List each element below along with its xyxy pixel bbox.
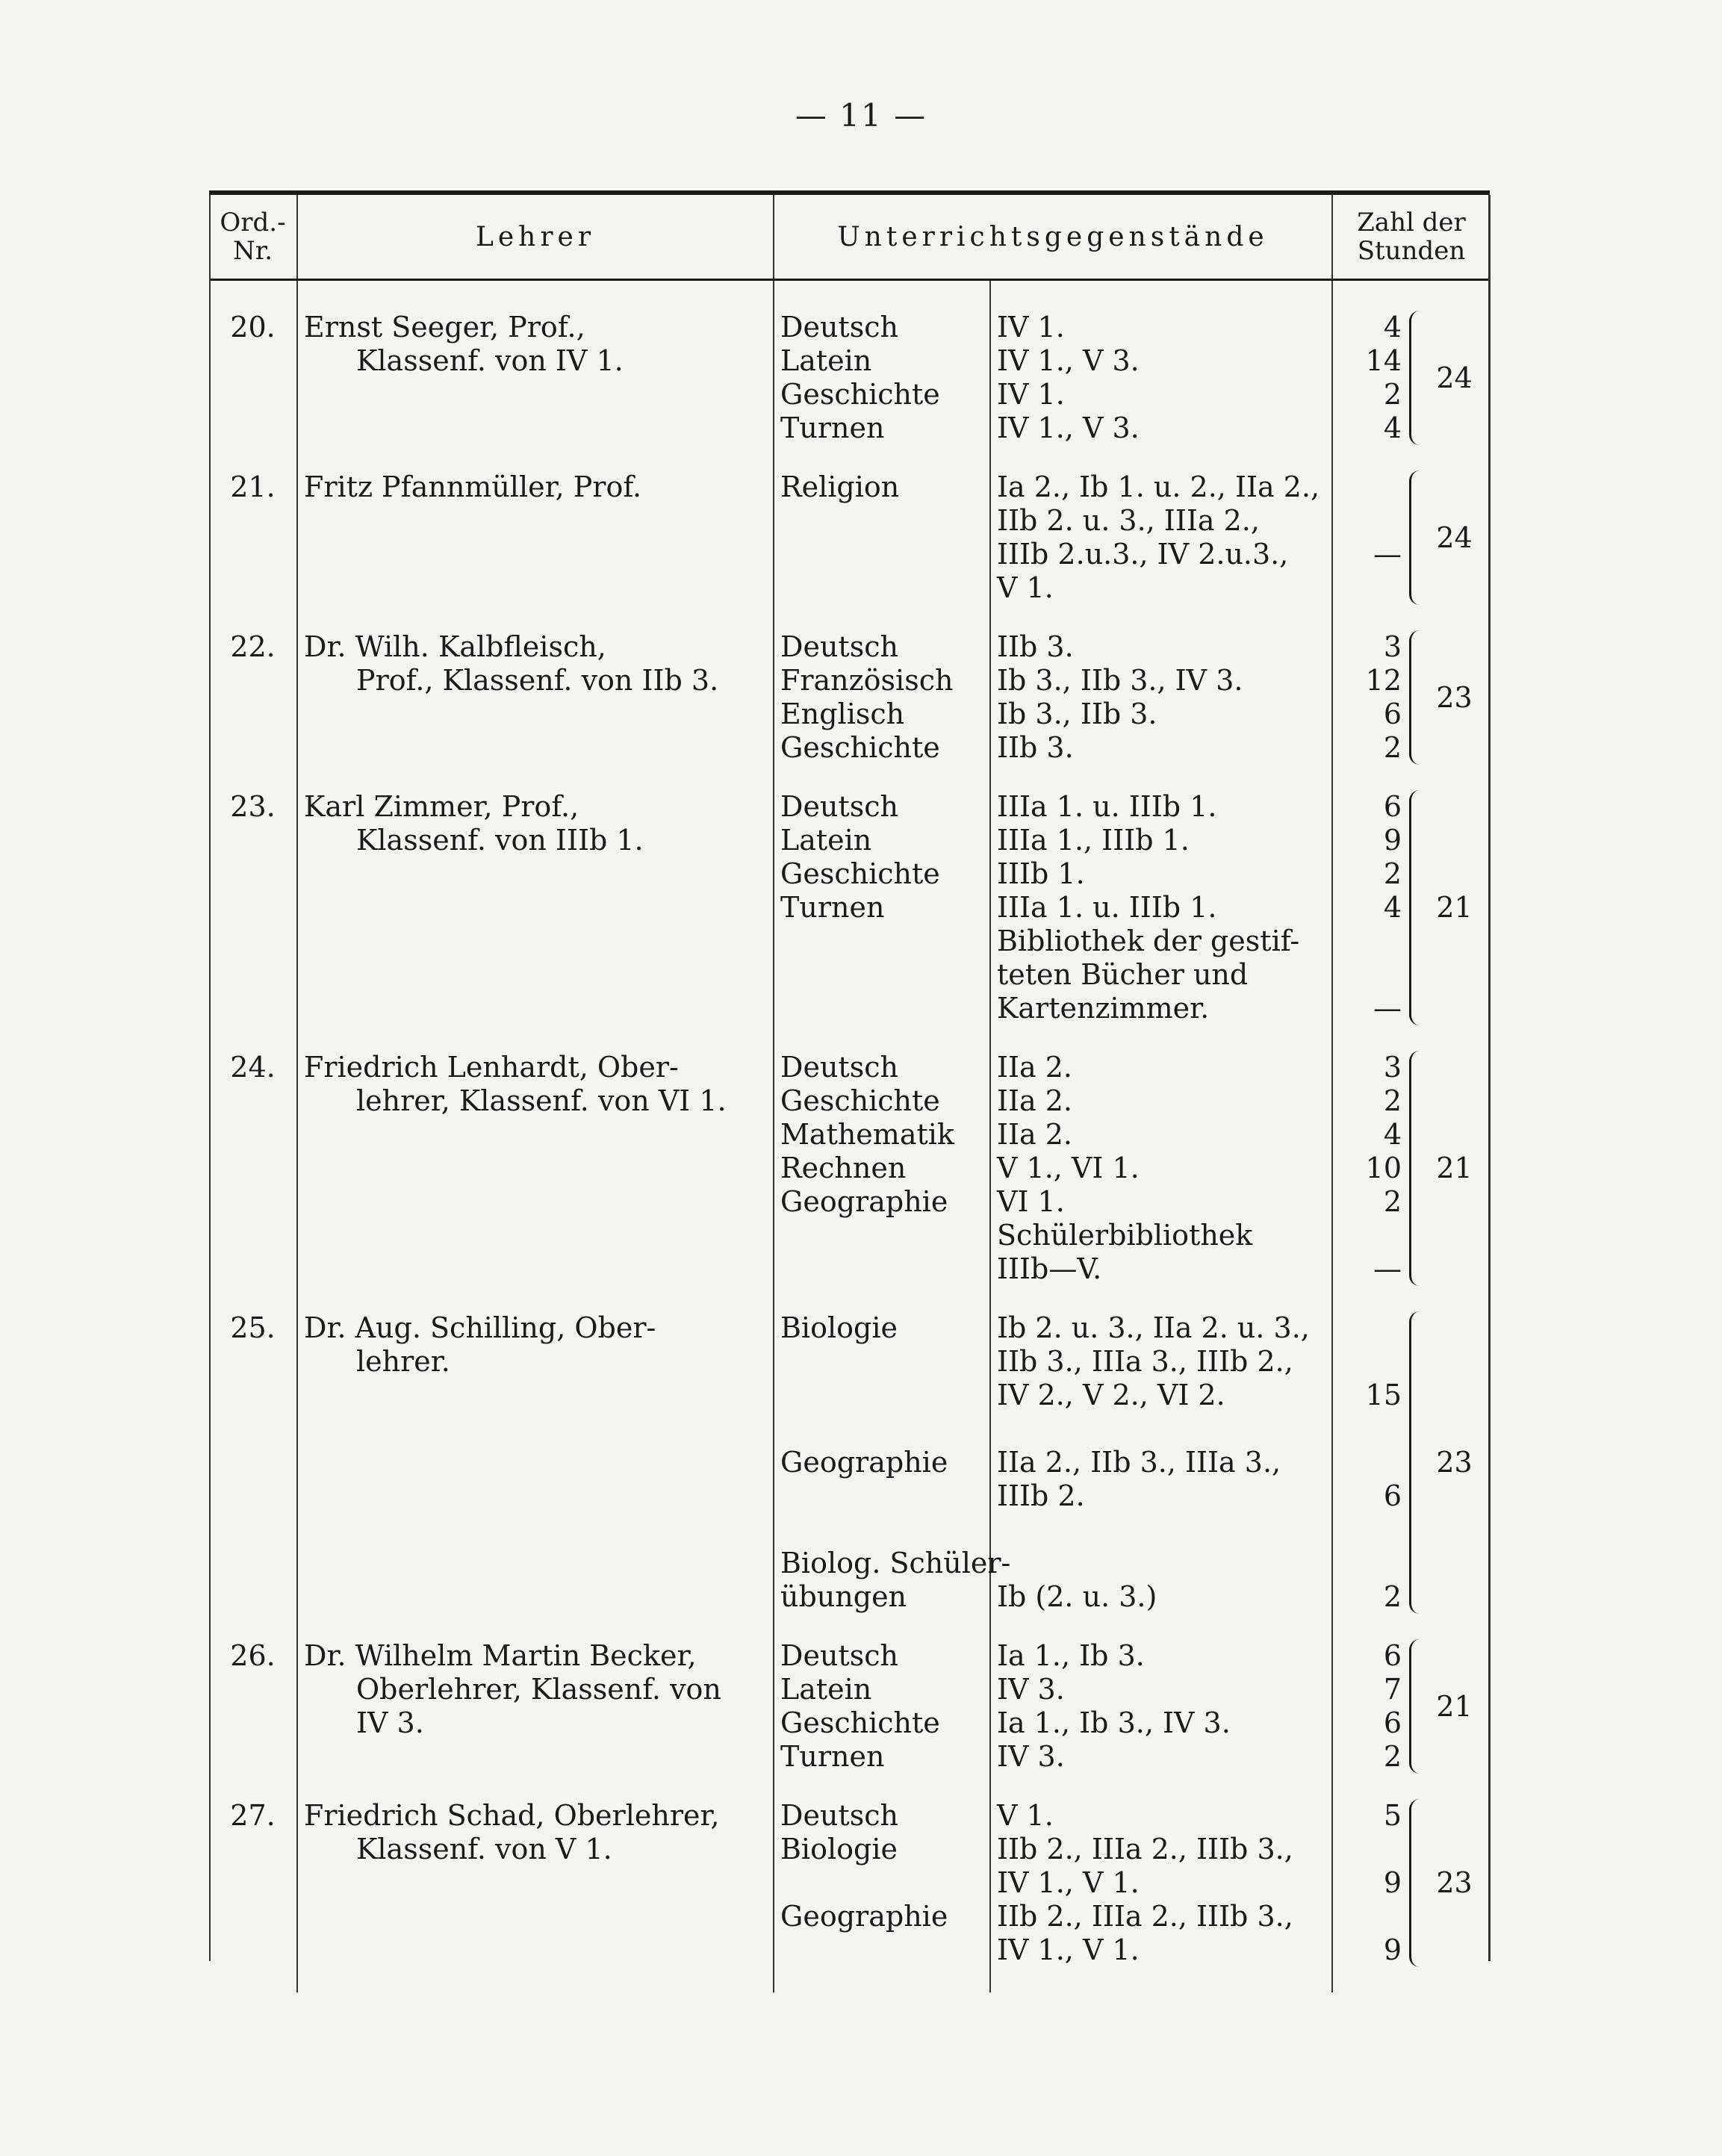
classes-item: Ib 3., IIb 3. bbox=[997, 698, 1157, 730]
hours-value: — bbox=[1373, 538, 1402, 571]
hours-value: — bbox=[1373, 1252, 1402, 1285]
teacher-cell bbox=[297, 1799, 774, 1992]
table-row bbox=[209, 1311, 1490, 1639]
classes-item bbox=[997, 1412, 1325, 1446]
hours-value: 6 bbox=[1383, 698, 1402, 730]
table-row bbox=[209, 1051, 1490, 1311]
classes-cell bbox=[990, 1051, 1332, 1311]
subject-item bbox=[780, 1513, 983, 1547]
hours-value: 6 bbox=[1383, 1706, 1402, 1739]
table-body bbox=[209, 280, 1490, 1993]
table-row bbox=[209, 630, 1490, 790]
teacher-line: Fritz Pfannmüller, Prof. bbox=[304, 470, 642, 503]
hours-list bbox=[1339, 790, 1402, 1025]
hours-value: 3 bbox=[1383, 630, 1402, 663]
hours-value: 5 bbox=[1383, 1799, 1402, 1832]
hours-value bbox=[1339, 470, 1402, 504]
hours-value: 3 bbox=[1383, 1051, 1402, 1084]
row-number: 21. bbox=[209, 470, 297, 630]
classes-item: IV 3. bbox=[997, 1740, 1065, 1773]
subject-item bbox=[780, 925, 983, 958]
classes-cell bbox=[990, 470, 1332, 630]
classes-item: Ia 2., Ib 1. u. 2., IIa 2., bbox=[997, 470, 1320, 503]
subject-item: Englisch bbox=[780, 698, 905, 730]
hours-cell bbox=[1332, 1639, 1490, 1799]
hours-group bbox=[1339, 1051, 1484, 1286]
header-nr bbox=[209, 195, 297, 280]
classes-item: IIa 2. bbox=[997, 1051, 1073, 1084]
subject-item bbox=[780, 1379, 983, 1412]
classes-item: IIa 2., IIb 3., IIIa 3., bbox=[997, 1446, 1281, 1479]
hours-list bbox=[1339, 311, 1402, 445]
hours-value: 6 bbox=[1383, 1479, 1402, 1512]
subjects-cell bbox=[774, 790, 990, 1051]
header-teacher: Lehrer bbox=[297, 195, 774, 280]
subject-item: Französisch bbox=[780, 664, 954, 697]
hours-cell bbox=[1332, 1799, 1490, 1992]
hours-list bbox=[1339, 630, 1402, 765]
classes-cell bbox=[990, 630, 1332, 790]
classes-item: IIb 3., IIIa 3., IIIb 2., bbox=[997, 1345, 1293, 1378]
hours-value: 7 bbox=[1383, 1673, 1402, 1706]
classes-item: IIb 3. bbox=[997, 731, 1074, 764]
total-hours: 21 bbox=[1436, 1152, 1473, 1184]
hours-value: 6 bbox=[1383, 790, 1402, 823]
hours-value: 2 bbox=[1383, 1740, 1402, 1773]
table-row bbox=[209, 1799, 1490, 1992]
hours-value: 10 bbox=[1365, 1152, 1402, 1184]
row-number: 22. bbox=[209, 630, 297, 790]
subject-item: Geographie bbox=[780, 1185, 948, 1218]
teacher-cell bbox=[297, 790, 774, 1051]
classes-item: IIIb 2. bbox=[997, 1479, 1085, 1512]
hours-list bbox=[1339, 470, 1402, 605]
hours-value bbox=[1339, 504, 1402, 538]
classes-item: IIIb 2.u.3., IV 2.u.3., bbox=[997, 538, 1289, 571]
hours-value: 4 bbox=[1383, 311, 1402, 344]
hours-value: 2 bbox=[1383, 731, 1402, 764]
hours-value bbox=[1339, 1900, 1402, 1933]
hours-value: 12 bbox=[1365, 664, 1402, 697]
total-hours: 23 bbox=[1436, 1866, 1473, 1899]
header-nr-text: Nr. bbox=[232, 236, 273, 266]
classes-item: IV 1., V 1. bbox=[997, 1866, 1140, 1899]
hours-value bbox=[1339, 1833, 1402, 1866]
classes-item: IIIb—V. bbox=[997, 1252, 1102, 1285]
teacher-line: lehrer, Klassenf. von VI 1. bbox=[356, 1084, 727, 1117]
brace-mark bbox=[1409, 1639, 1425, 1774]
teacher-line: Dr. Wilhelm Martin Becker, bbox=[304, 1639, 697, 1672]
subject-item: Biolog. Schüler- bbox=[780, 1547, 1011, 1579]
classes-item: IIb 2. u. 3., IIIa 2., bbox=[997, 504, 1260, 537]
hours-value: — bbox=[1373, 992, 1402, 1025]
teacher-line: Friedrich Schad, Oberlehrer, bbox=[304, 1799, 720, 1832]
row-number: 25. bbox=[209, 1311, 297, 1639]
hours-value: 4 bbox=[1383, 411, 1402, 444]
teacher-line: Klassenf. von IV 1. bbox=[356, 344, 624, 377]
subject-item bbox=[780, 571, 983, 605]
hours-cell bbox=[1332, 630, 1490, 790]
classes-item: IV 1., V 1. bbox=[997, 1933, 1140, 1966]
teacher-line: Dr. Wilh. Kalbfleisch, bbox=[304, 630, 606, 663]
teacher-cell bbox=[297, 470, 774, 630]
classes-cell bbox=[990, 790, 1332, 1051]
subjects-cell bbox=[774, 1799, 990, 1992]
classes-cell bbox=[990, 1639, 1332, 1799]
subject-item bbox=[780, 1933, 983, 1967]
classes-item: IIIa 1. u. IIIb 1. bbox=[997, 891, 1217, 924]
subject-item: Geschichte bbox=[780, 857, 940, 890]
subject-item: Rechnen bbox=[780, 1152, 907, 1184]
classes-item: IIb 2., IIIa 2., IIIb 3., bbox=[997, 1900, 1293, 1933]
hours-value bbox=[1339, 1412, 1402, 1446]
subject-item: Biologie bbox=[780, 1311, 898, 1344]
subject-item: Geschichte bbox=[780, 1706, 940, 1739]
hours-value bbox=[1339, 958, 1402, 992]
teacher-line: lehrer. bbox=[356, 1345, 450, 1378]
brace-mark bbox=[1409, 470, 1425, 605]
hours-group bbox=[1339, 470, 1484, 605]
classes-item: Bibliothek der gestif- bbox=[997, 925, 1300, 957]
hours-group bbox=[1339, 790, 1484, 1025]
subject-item: Geschichte bbox=[780, 731, 940, 764]
hours-group bbox=[1339, 630, 1484, 765]
classes-item: VI 1. bbox=[997, 1185, 1065, 1218]
subject-item bbox=[780, 958, 983, 992]
subject-item: Deutsch bbox=[780, 1639, 898, 1672]
subject-item bbox=[780, 1252, 983, 1286]
subjects-cell bbox=[774, 280, 990, 471]
total-hours: 24 bbox=[1436, 521, 1473, 554]
hours-list bbox=[1339, 1639, 1402, 1774]
subject-item bbox=[780, 992, 983, 1025]
classes-item: teten Bücher und bbox=[997, 958, 1249, 991]
brace-mark bbox=[1409, 311, 1425, 445]
subject-item: Latein bbox=[780, 344, 872, 377]
subject-item bbox=[780, 1345, 983, 1379]
hours-cell bbox=[1332, 280, 1490, 471]
subject-item bbox=[780, 1219, 983, 1252]
subjects-cell bbox=[774, 1311, 1011, 1639]
header-hours-text: Zahl der bbox=[1357, 208, 1466, 237]
teacher-cell bbox=[297, 630, 774, 790]
hours-value: 2 bbox=[1383, 1580, 1402, 1613]
hours-value: 4 bbox=[1383, 1118, 1402, 1151]
subject-item bbox=[780, 1866, 983, 1900]
classes-cell bbox=[990, 1311, 1332, 1639]
classes-item: IIIa 1., IIIb 1. bbox=[997, 824, 1190, 857]
header-hours bbox=[1332, 195, 1490, 280]
subjects-cell bbox=[774, 1639, 990, 1799]
hours-value: 2 bbox=[1383, 857, 1402, 890]
header-row bbox=[209, 195, 1490, 280]
classes-item bbox=[997, 1513, 1325, 1547]
classes-item: Kartenzimmer. bbox=[997, 992, 1210, 1025]
subject-item bbox=[780, 1479, 983, 1513]
page-number: — 11 — bbox=[795, 97, 927, 134]
hours-value: 14 bbox=[1365, 344, 1402, 377]
hours-cell bbox=[1332, 470, 1490, 630]
brace-mark bbox=[1409, 1799, 1425, 1967]
hours-value bbox=[1339, 1219, 1402, 1252]
classes-item: IIb 3. bbox=[997, 630, 1074, 663]
classes-item: IV 1., V 3. bbox=[997, 411, 1140, 444]
subject-item: Deutsch bbox=[780, 630, 898, 663]
subject-item bbox=[780, 538, 983, 571]
classes-item: Ib (2. u. 3.) bbox=[997, 1580, 1157, 1613]
classes-item: IV 2., V 2., VI 2. bbox=[997, 1379, 1225, 1411]
hours-value bbox=[1339, 1345, 1402, 1379]
subject-item: Deutsch bbox=[780, 1051, 898, 1084]
subject-item bbox=[780, 504, 983, 538]
subject-item: Geographie bbox=[780, 1900, 948, 1933]
subjects-cell bbox=[774, 470, 990, 630]
teacher-line: IV 3. bbox=[356, 1706, 424, 1739]
classes-item: V 1. bbox=[997, 1799, 1054, 1832]
hours-value bbox=[1339, 1311, 1402, 1345]
classes-item: Ia 1., Ib 3., IV 3. bbox=[997, 1706, 1231, 1739]
classes-item: IIa 2. bbox=[997, 1084, 1073, 1117]
hours-group bbox=[1339, 311, 1484, 445]
hours-group bbox=[1339, 1311, 1484, 1614]
row-number: 24. bbox=[209, 1051, 297, 1311]
teacher-cell bbox=[297, 1311, 774, 1639]
teacher-schedule-table bbox=[209, 190, 1490, 1965]
total-hours: 23 bbox=[1436, 680, 1473, 714]
total-hours: 24 bbox=[1436, 361, 1473, 394]
header-hours-text: Stunden bbox=[1357, 236, 1466, 266]
subject-item: Biologie bbox=[780, 1833, 898, 1865]
total-hours: 21 bbox=[1436, 1689, 1473, 1723]
classes-item: IIIb 1. bbox=[997, 857, 1085, 890]
row-number: 27. bbox=[209, 1799, 297, 1992]
classes-item: Schülerbibliothek bbox=[997, 1219, 1253, 1252]
hours-value: 9 bbox=[1383, 1933, 1402, 1966]
teacher-cell bbox=[297, 280, 774, 471]
teacher-line: Dr. Aug. Schilling, Ober- bbox=[304, 1311, 656, 1344]
classes-item: IIa 2. bbox=[997, 1118, 1073, 1151]
classes-item: IV 3. bbox=[997, 1673, 1065, 1706]
teacher-line: Oberlehrer, Klassenf. von bbox=[356, 1673, 721, 1706]
subjects-cell bbox=[774, 1051, 990, 1311]
hours-value: 6 bbox=[1383, 1639, 1402, 1672]
subject-item bbox=[780, 1412, 983, 1446]
row-number: 26. bbox=[209, 1639, 297, 1799]
teacher-line: Karl Zimmer, Prof., bbox=[304, 790, 579, 823]
classes-item: IIb 2., IIIa 2., IIIb 3., bbox=[997, 1833, 1293, 1865]
hours-group bbox=[1339, 1799, 1484, 1967]
classes-cell bbox=[990, 280, 1332, 471]
hours-value bbox=[1339, 925, 1402, 958]
hours-list bbox=[1339, 1311, 1402, 1614]
subject-item: übungen bbox=[780, 1580, 907, 1613]
subject-item: Mathematik bbox=[780, 1118, 954, 1151]
classes-item: IV 1. bbox=[997, 311, 1065, 344]
row-number: 20. bbox=[209, 280, 297, 471]
classes-item: V 1., VI 1. bbox=[997, 1152, 1140, 1184]
teacher-line: Friedrich Lenhardt, Ober- bbox=[304, 1051, 679, 1084]
teacher-line: Klassenf. von V 1. bbox=[356, 1833, 612, 1865]
subjects-cell bbox=[774, 630, 990, 790]
hours-value: 2 bbox=[1383, 1084, 1402, 1117]
brace-mark bbox=[1409, 630, 1425, 765]
hours-value: 2 bbox=[1383, 1185, 1402, 1218]
teacher-cell bbox=[297, 1051, 774, 1311]
subject-item: Latein bbox=[780, 824, 872, 857]
hours-group bbox=[1339, 1639, 1484, 1774]
teacher-line: Klassenf. von IIIb 1. bbox=[356, 824, 644, 857]
hours-value bbox=[1339, 571, 1402, 605]
subject-item: Turnen bbox=[780, 891, 885, 924]
hours-value: 4 bbox=[1383, 891, 1402, 924]
subject-item: Latein bbox=[780, 1673, 872, 1706]
hours-cell bbox=[1332, 790, 1490, 1051]
table-right-border bbox=[1488, 195, 1491, 1961]
schedule-table bbox=[209, 195, 1490, 1992]
subject-item: Turnen bbox=[780, 1740, 885, 1773]
subject-item: Deutsch bbox=[780, 790, 898, 823]
hours-list bbox=[1339, 1799, 1402, 1967]
subject-item: Deutsch bbox=[780, 311, 898, 344]
hours-value: 2 bbox=[1383, 378, 1402, 411]
classes-item: V 1. bbox=[997, 571, 1054, 604]
table-row bbox=[209, 790, 1490, 1051]
brace-mark bbox=[1409, 1311, 1425, 1614]
teacher-cell bbox=[297, 1639, 774, 1799]
teacher-line: Ernst Seeger, Prof., bbox=[304, 311, 585, 344]
hours-value bbox=[1339, 1513, 1402, 1547]
classes-item: Ia 1., Ib 3. bbox=[997, 1639, 1145, 1672]
subject-item: Deutsch bbox=[780, 1799, 898, 1832]
hours-value bbox=[1339, 1446, 1402, 1479]
subject-item: Religion bbox=[780, 470, 900, 503]
classes-cell bbox=[990, 1799, 1332, 1992]
table-row bbox=[209, 280, 1490, 471]
subject-item: Geographie bbox=[780, 1446, 948, 1479]
subject-item: Turnen bbox=[780, 411, 885, 444]
table-row bbox=[209, 470, 1490, 630]
hours-value: 9 bbox=[1383, 824, 1402, 857]
classes-item bbox=[997, 1547, 1325, 1580]
table-row bbox=[209, 1639, 1490, 1799]
total-hours: 23 bbox=[1436, 1446, 1473, 1479]
table-left-border bbox=[209, 195, 211, 1961]
hours-cell bbox=[1332, 1051, 1490, 1311]
hours-value: 15 bbox=[1365, 1379, 1402, 1411]
header-subjects: Unterrichtsgegenstände bbox=[774, 195, 1332, 280]
teacher-line: Prof., Klassenf. von IIb 3. bbox=[356, 664, 719, 697]
hours-list bbox=[1339, 1051, 1402, 1286]
hours-cell bbox=[1332, 1311, 1490, 1639]
subject-item: Geschichte bbox=[780, 1084, 940, 1117]
total-hours: 21 bbox=[1436, 891, 1473, 924]
classes-item: Ib 2. u. 3., IIa 2. u. 3., bbox=[997, 1311, 1310, 1344]
brace-mark bbox=[1409, 790, 1425, 1025]
classes-item: IV 1. bbox=[997, 378, 1065, 411]
hours-value bbox=[1339, 1547, 1402, 1580]
classes-item: IIIa 1. u. IIIb 1. bbox=[997, 790, 1217, 823]
hours-value: 9 bbox=[1383, 1866, 1402, 1899]
classes-item: Ib 3., IIb 3., IV 3. bbox=[997, 664, 1243, 697]
classes-item: IV 1., V 3. bbox=[997, 344, 1140, 377]
subject-item: Geschichte bbox=[780, 378, 940, 411]
brace-mark bbox=[1409, 1051, 1425, 1286]
header-nr-text: Ord.- bbox=[220, 208, 286, 237]
row-number: 23. bbox=[209, 790, 297, 1051]
